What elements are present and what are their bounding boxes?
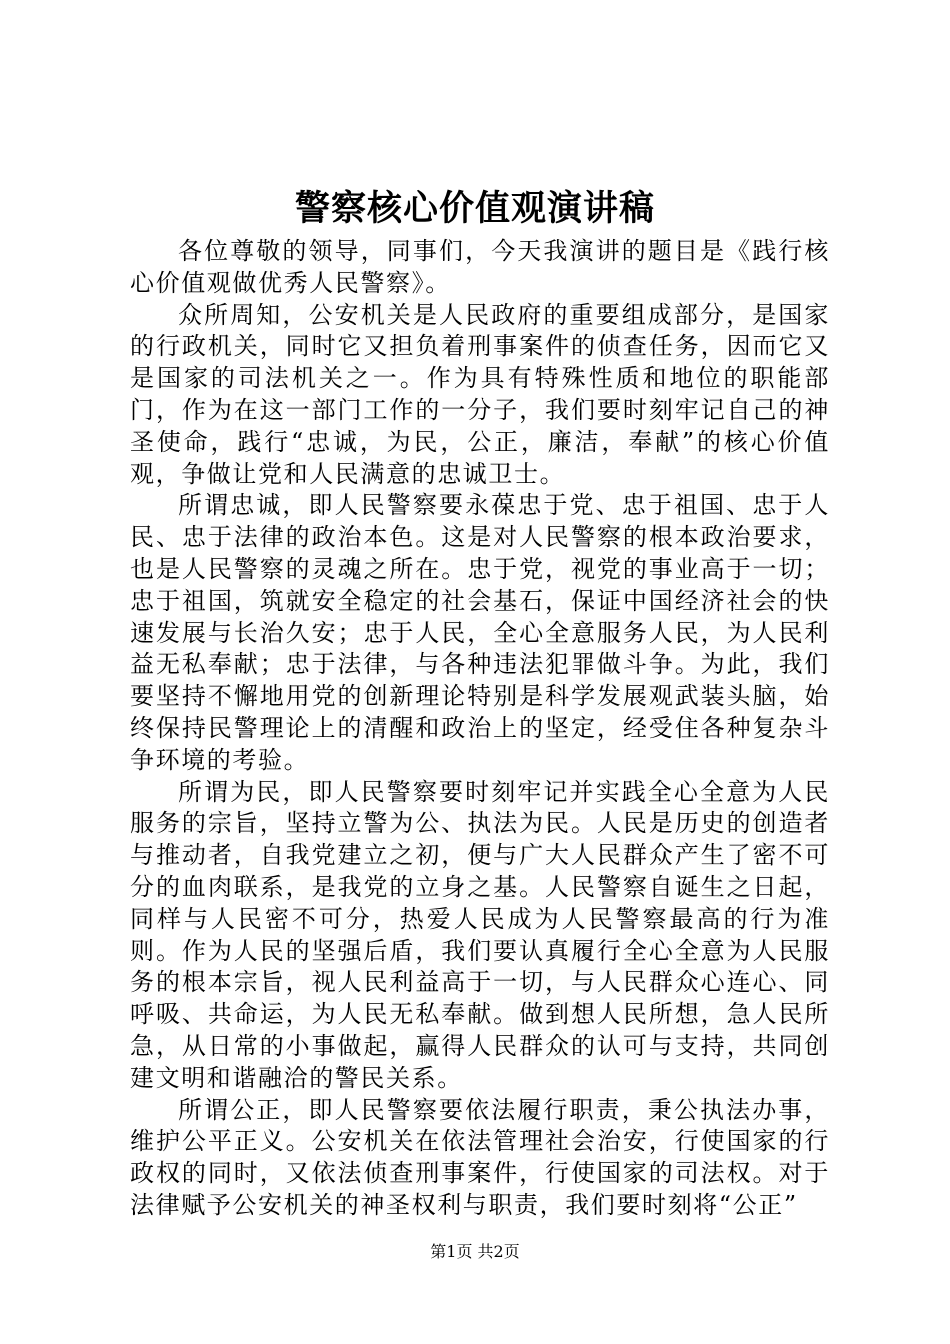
paragraph-greeting: 各位尊敬的领导，同事们，今天我演讲的题目是《践行核心价值观做优秀人民警察》。 [130,237,830,297]
paragraph-serve-people: 所谓为民，即人民警察要时刻牢记并实践全心全意为人民服务的宗旨，坚持立警为公、执法为民。人民是历史的创造者与推动者，自我党建立之初，便与广大人民群众产生了密不可分的血肉联系，是我党的立身之基。人民警察自诞生之日起，同样与人民密不可分，热爱人民成为人民警察最高的行为准则。作为人民的坚强后盾，我们要认真履行全心全意为人民服务的根本宗旨，视人民利益高于一切，与人民群众心连心、同呼吸、共命运，为人民无私奉献。做到想人民所想，急人民所急，从日常的小事做起，赢得人民群众的认可与支持，共同创建文明和谐融洽的警民关系。 [130,777,830,1092]
paragraph-loyalty: 所谓忠诚，即人民警察要永葆忠于党、忠于祖国、忠于人民、忠于法律的政治本色。这是对人民警察的根本政治要求，也是人民警察的灵魂之所在。忠于党，视党的事业高于一切；忠于祖国，筑就安全稳定的社会基石，保证中国经济社会的快速发展与长治久安；忠于人民，全心全意服务人民，为人民利益无私奉献；忠于法律，与各种违法犯罪做斗争。为此，我们要坚持不懈地用党的创新理论特别是科学发展观武装头脑，始终保持民警理论上的清醒和政治上的坚定，经受住各种复杂斗争环境的考验。 [130,491,830,774]
document-body [130,236,830,1222]
document-title: 警察核心价值观演讲稿 [294,188,655,229]
paragraph-intro: 众所周知，公安机关是人民政府的重要组成部分，是国家的行政机关，同时它又担负着刑事案件的侦查任务，因而它又是国家的司法机关之一。作为具有特殊性质和地位的职能部门，作为在这一部门工作的一分子，我们要时刻牢记自己的神圣使命，践行“忠诚，为民，公正，廉洁，奉献”的核心价值观，争做让党和人民满意的忠诚卫士。 [130,300,830,488]
page-footer: 第1页 共2页 [430,1242,520,1261]
paragraph-fairness: 所谓公正，即人民警察要依法履行职责，秉公执法办事，维护公平正义。公安机关在依法管理社会治安，行使国家的行政权的同时，又依法侦查刑事案件，行使国家的司法权。对于法律赋予公安机关的神圣权利与职责，我们要时刻将“公正” [130,1095,830,1219]
